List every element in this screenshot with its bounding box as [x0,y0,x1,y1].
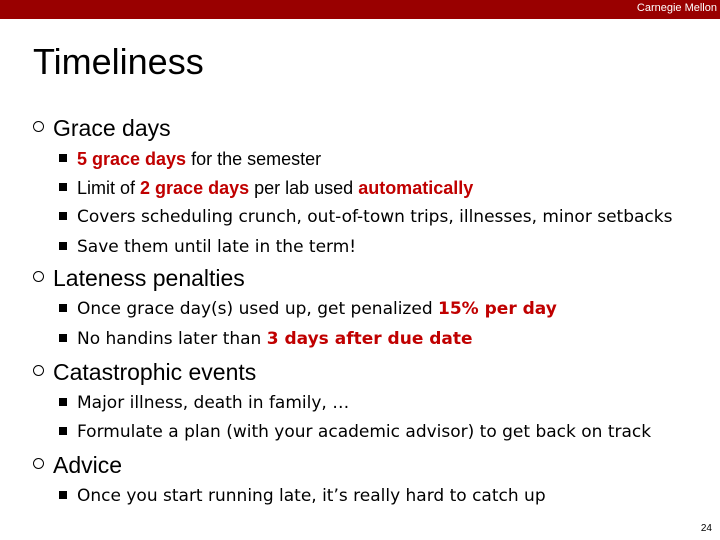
highlight-text: 15% per day [438,299,557,319]
square-bullet-icon [59,334,67,342]
square-bullet-icon [59,304,67,312]
square-bullet-icon [59,212,67,220]
square-bullet-icon [59,183,67,191]
highlight-text: 2 grace days [140,178,250,198]
item-text: Once grace day(s) used up, get penalized [77,299,439,319]
item-text: per lab used [249,178,359,198]
item-text: Once you start running late, it’s really hard to catch up [77,486,546,506]
item-text: Limit of [77,178,141,198]
item-text: Save them until late in the term! [77,237,357,257]
hollow-circle-bullet-icon [33,365,44,376]
section-heading: Lateness penalties [53,265,245,291]
square-bullet-icon [59,398,67,406]
highlight-text: 5 grace days [77,149,187,169]
section-heading: Advice [53,452,123,478]
highlight-text: automatically [358,178,474,198]
header-bar [0,0,720,19]
section-heading: Grace days [53,115,171,141]
item-text: Covers scheduling crunch, out-of-town trips, illnesses, minor setbacks [77,207,673,227]
item-text: for the semester [186,149,322,169]
item-text: Formulate a plan (with your academic advisor) to get back on track [77,422,652,442]
hollow-circle-bullet-icon [33,271,44,282]
item-text: No handins later than [77,329,267,349]
square-bullet-icon [59,242,67,250]
hollow-circle-bullet-icon [33,121,44,132]
brand-label: Carnegie Mellon [636,2,717,14]
square-bullet-icon [59,491,67,499]
square-bullet-icon [59,154,67,162]
item-text: Major illness, death in family, … [77,393,350,413]
hollow-circle-bullet-icon [33,458,44,469]
section-heading: Catastrophic events [53,359,257,385]
square-bullet-icon [59,427,67,435]
page-number: 24 [700,523,712,534]
highlight-text: 3 days after due date [266,329,473,349]
slide-title: Timeliness [33,41,204,82]
